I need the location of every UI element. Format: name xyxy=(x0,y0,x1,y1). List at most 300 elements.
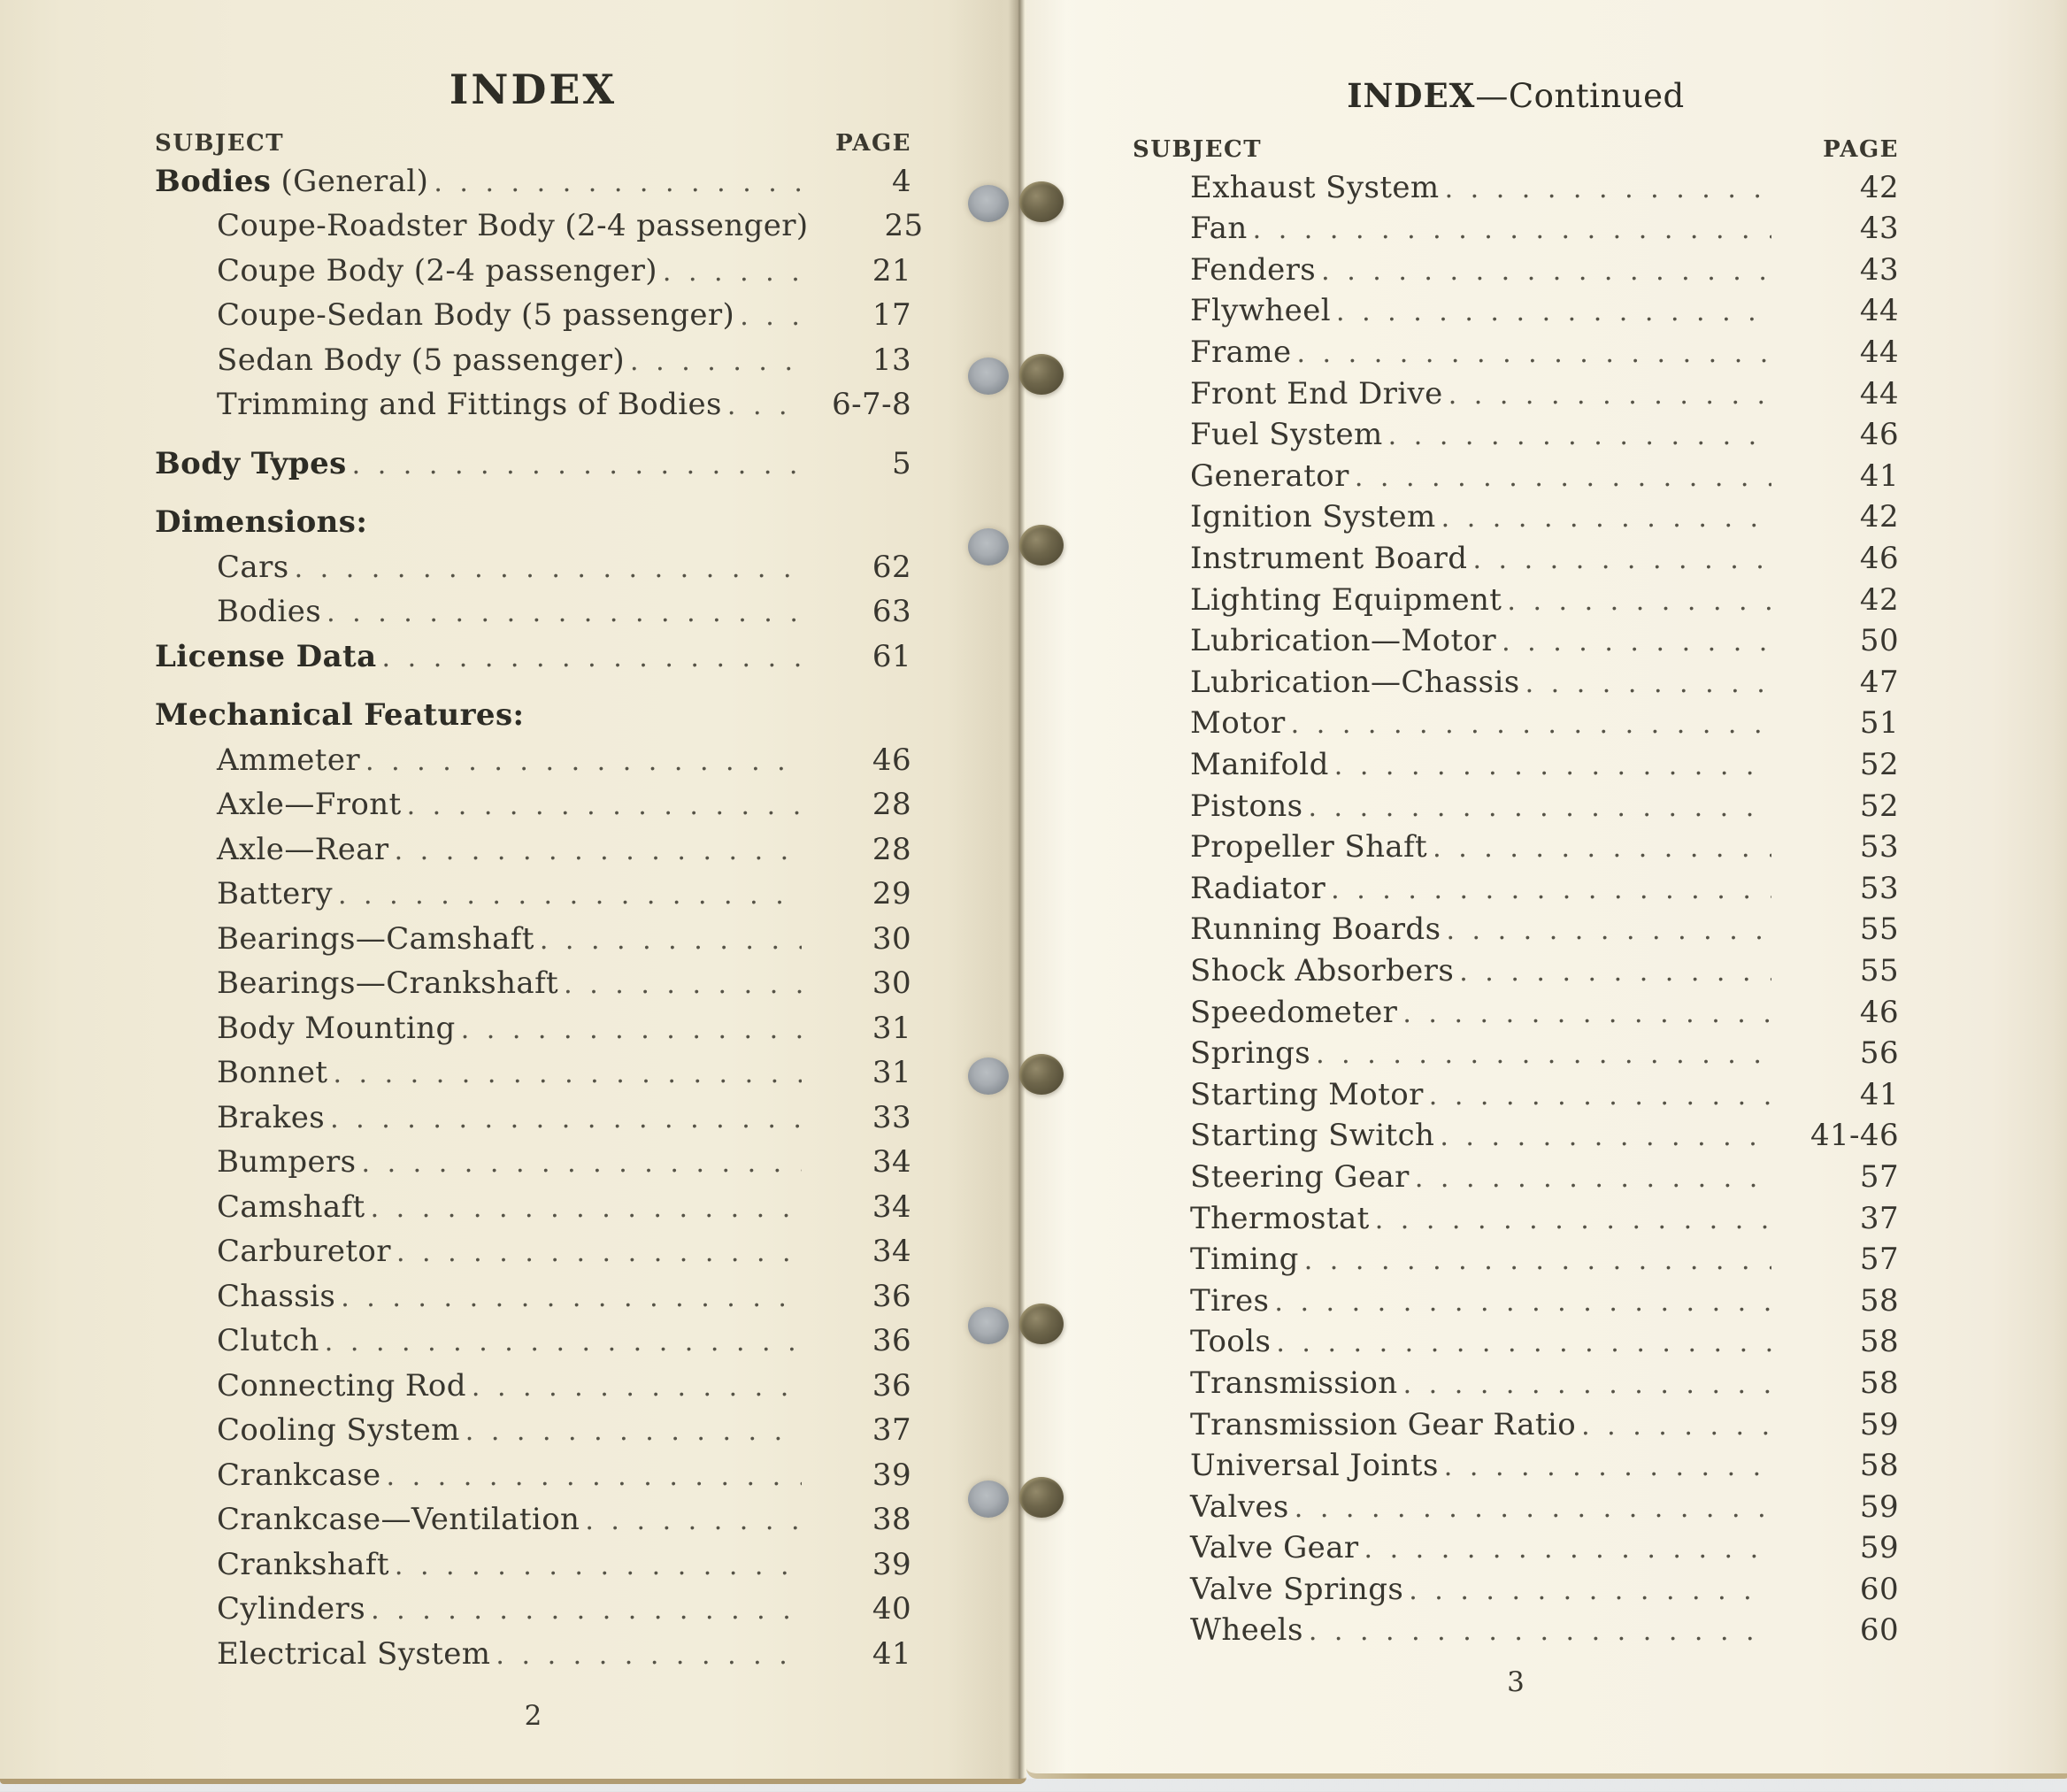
entry-label-text: Sedan Body (5 passenger) xyxy=(217,342,626,378)
entry-page-number: 36 xyxy=(872,1323,911,1359)
entry-label-text: Bearings—Crankshaft xyxy=(217,965,559,1002)
entry-page-number: 62 xyxy=(872,549,911,585)
entry-label-text: Tires xyxy=(1190,1282,1270,1319)
entry-label-text: Bodies xyxy=(217,594,322,630)
entry-page-number: 44 xyxy=(1859,293,1899,329)
dot-leader xyxy=(630,342,802,378)
entry-label xyxy=(1190,1077,1424,1112)
entry-page-number: 53 xyxy=(1859,870,1899,906)
index-entry-row xyxy=(1133,1283,1899,1325)
dot-leader xyxy=(362,1144,802,1180)
right-page-number: 3 xyxy=(1507,1666,1525,1699)
entry-label-bold: Body Types xyxy=(155,445,347,481)
entry-page-number: 58 xyxy=(1859,1282,1899,1319)
binding-post-icon xyxy=(1019,525,1064,565)
dot-leader xyxy=(1502,623,1771,658)
index-entry-row xyxy=(1133,458,1899,500)
left-page-number: 2 xyxy=(524,1700,542,1733)
page-column-header: PAGE xyxy=(1823,135,1899,163)
index-entry-list xyxy=(155,163,924,1681)
binding-hole-icon xyxy=(968,185,1009,222)
dot-leader xyxy=(663,253,802,288)
index-entry-row xyxy=(1133,1612,1899,1654)
entry-label xyxy=(217,1502,580,1537)
entry-label xyxy=(1190,747,1329,782)
entry-label xyxy=(217,1591,365,1627)
entry-page-number: 53 xyxy=(1859,829,1899,865)
entry-label xyxy=(1190,252,1316,288)
entry-page-number: 29 xyxy=(872,876,911,912)
index-entry-list xyxy=(1133,170,1899,1654)
entry-label-text: Trimming and Fittings of Bodies xyxy=(217,387,722,423)
entry-page-number: 13 xyxy=(872,342,911,378)
index-entry-row xyxy=(1133,376,1899,418)
entry-label xyxy=(1190,1612,1303,1648)
entry-page-number: 46 xyxy=(1859,541,1899,577)
entry-page-number: 60 xyxy=(1859,1571,1899,1607)
entry-page-number: 50 xyxy=(1859,623,1899,659)
right-page-content xyxy=(1133,78,1899,1698)
entry-page-number: 56 xyxy=(1859,1035,1899,1072)
entry-label xyxy=(217,787,402,822)
entry-label xyxy=(1190,293,1331,328)
entry-label-text: Valve Springs xyxy=(1190,1571,1404,1607)
index-entry-row xyxy=(1133,1324,1899,1365)
entry-page-number: 6-7-8 xyxy=(832,387,911,423)
index-entry-row xyxy=(1133,541,1899,582)
entry-label-text: Axle—Front xyxy=(217,787,402,823)
dot-leader xyxy=(325,1323,802,1358)
entry-page-number: 31 xyxy=(872,1055,911,1091)
entry-label-text: Fan xyxy=(1190,211,1248,247)
index-entry-row xyxy=(1133,499,1899,541)
entry-label-text: Connecting Rod xyxy=(217,1367,466,1404)
entry-page-number: 36 xyxy=(872,1278,911,1314)
entry-label-text: Cylinders xyxy=(217,1591,366,1627)
index-entry-row xyxy=(1133,293,1899,335)
dot-leader xyxy=(1355,458,1771,494)
index-entry-row xyxy=(155,208,924,253)
dot-leader xyxy=(1364,1530,1771,1565)
subject-column-header: SUBJECT xyxy=(155,129,285,157)
entry-page-number: 43 xyxy=(1859,211,1899,247)
column-headers xyxy=(155,130,911,157)
entry-page-number: 63 xyxy=(872,594,911,630)
index-entry-row xyxy=(155,1323,911,1368)
entry-label-text: Lubrication—Motor xyxy=(1190,623,1497,659)
binding-post-icon xyxy=(1019,181,1064,222)
entry-label-text: Fenders xyxy=(1190,251,1317,288)
entry-label-text: Transmission xyxy=(1190,1365,1398,1401)
entry-page-number: 36 xyxy=(872,1367,911,1404)
entry-label-text: Fuel System xyxy=(1190,417,1383,453)
dot-leader xyxy=(1295,1489,1771,1525)
index-entry-row xyxy=(1133,953,1899,995)
entry-label xyxy=(1190,1365,1398,1401)
dot-leader xyxy=(1525,665,1771,700)
entry-label-text: Camshaft xyxy=(217,1188,365,1225)
index-entry-row xyxy=(1133,1530,1899,1572)
entry-label-text: Axle—Rear xyxy=(217,831,389,867)
index-entry-row xyxy=(1133,1489,1899,1531)
entry-page-number: 52 xyxy=(1859,788,1899,824)
dot-leader xyxy=(461,1011,802,1046)
index-entry-row xyxy=(155,253,911,298)
index-entry-row xyxy=(1133,335,1899,376)
entry-label xyxy=(1190,623,1496,658)
entry-page-number: 44 xyxy=(1859,375,1899,411)
dot-leader xyxy=(1402,995,1771,1030)
entry-page-number: 57 xyxy=(1859,1158,1899,1195)
entry-label-bold: Mechanical Features: xyxy=(155,697,525,734)
index-entry-row xyxy=(155,876,911,921)
entry-label-text: Electrical System xyxy=(217,1635,491,1672)
entry-page-number: 21 xyxy=(872,252,911,288)
entry-label xyxy=(1190,458,1349,494)
index-entry-row xyxy=(155,1368,911,1413)
entry-label xyxy=(217,1412,460,1448)
entry-page-number: 39 xyxy=(872,1546,911,1582)
entry-label-text: Crankcase—Ventilation xyxy=(217,1502,580,1538)
entry-page-number: 55 xyxy=(1859,952,1899,988)
dot-leader xyxy=(1274,1283,1771,1319)
binding-hole-icon xyxy=(968,358,1009,395)
entry-label xyxy=(1190,1407,1576,1442)
index-entry-row xyxy=(155,1144,911,1189)
entry-page-number: 59 xyxy=(1859,1530,1899,1566)
dot-leader xyxy=(341,1279,802,1314)
entry-label-text: Frame xyxy=(1190,335,1292,371)
entry-page-number: 46 xyxy=(872,742,911,778)
entry-label-text: Bumpers xyxy=(217,1144,357,1181)
entry-label xyxy=(155,639,377,674)
index-entry-row xyxy=(155,1100,911,1145)
entry-label xyxy=(1190,376,1443,411)
index-entry-row xyxy=(1133,1448,1899,1489)
index-entry-row xyxy=(1133,1118,1899,1159)
dot-leader xyxy=(1321,252,1771,288)
dot-leader xyxy=(472,1368,802,1404)
right-page xyxy=(1026,0,2067,1779)
dot-leader xyxy=(434,164,802,199)
entry-label xyxy=(1190,995,1397,1030)
dot-leader xyxy=(352,446,802,481)
entry-label xyxy=(217,1189,365,1225)
index-entry-row xyxy=(155,1591,911,1636)
entry-page-number: 41 xyxy=(872,1635,911,1672)
entry-label xyxy=(217,742,360,778)
entry-label-text: Universal Joints xyxy=(1190,1448,1439,1484)
index-entry-row xyxy=(155,742,911,788)
subject-column-header: SUBJECT xyxy=(1133,135,1263,163)
index-entry-row xyxy=(1133,1572,1899,1613)
entry-label-text: Cooling System xyxy=(217,1412,460,1449)
binding-hole-icon xyxy=(968,528,1009,565)
entry-label-text: Cars xyxy=(217,549,289,585)
dot-leader xyxy=(1444,1448,1771,1483)
index-entry-row xyxy=(155,1234,911,1279)
entry-label xyxy=(1190,582,1502,618)
dot-leader xyxy=(396,1234,802,1269)
dot-leader xyxy=(407,787,802,822)
entry-label xyxy=(217,1457,381,1493)
index-entry-row xyxy=(1133,665,1899,706)
index-entry-row xyxy=(1133,1077,1899,1119)
entry-page-number: 61 xyxy=(872,638,911,674)
entry-label-text: (General) xyxy=(271,163,429,199)
entry-label-text: Front End Drive xyxy=(1190,375,1443,411)
entry-label-text: Chassis xyxy=(217,1278,336,1314)
entry-label-text: Manifold xyxy=(1190,747,1329,782)
entry-label-text: Transmission Gear Ratio xyxy=(1190,1406,1577,1442)
entry-label xyxy=(1190,211,1248,246)
entry-page-number: 5 xyxy=(891,445,911,481)
dot-leader xyxy=(1309,1612,1771,1648)
entry-label-text: Body Mounting xyxy=(217,1010,456,1046)
index-entry-row xyxy=(155,342,911,388)
entry-label xyxy=(155,446,347,481)
binding-post-icon xyxy=(1019,354,1064,395)
entry-label xyxy=(217,208,809,243)
index-entry-row xyxy=(155,387,911,432)
page-title: INDEX xyxy=(449,65,618,113)
entry-label xyxy=(217,1100,325,1135)
entry-label xyxy=(217,1279,335,1314)
index-entry-row xyxy=(155,1502,911,1547)
entry-page-number: 42 xyxy=(1859,581,1899,618)
index-entry-row xyxy=(1133,788,1899,830)
index-entry-row xyxy=(1133,1242,1899,1283)
entry-label-text: Steering Gear xyxy=(1190,1158,1410,1195)
entry-label xyxy=(1190,1118,1434,1153)
entry-label-text: Pistons xyxy=(1190,788,1303,824)
entry-label-text: Coupe Body (2-4 passenger) xyxy=(217,252,657,288)
dot-leader xyxy=(1433,829,1771,865)
dot-leader xyxy=(371,1189,802,1225)
entry-label-text: Crankshaft xyxy=(217,1546,389,1582)
dot-leader xyxy=(1448,376,1771,411)
index-entry-row xyxy=(155,921,911,966)
entry-label xyxy=(217,253,657,288)
entry-label-text: Ammeter xyxy=(217,742,360,778)
index-entry-row xyxy=(1133,995,1899,1036)
entry-page-number: 34 xyxy=(872,1234,911,1270)
entry-label xyxy=(1190,541,1467,576)
entry-label xyxy=(1190,1242,1299,1277)
index-entry-row xyxy=(1133,1159,1899,1201)
entry-label-text: Tools xyxy=(1190,1324,1272,1360)
index-entry-row xyxy=(155,446,911,491)
entry-page-number: 31 xyxy=(872,1010,911,1046)
dot-leader xyxy=(1316,1035,1771,1071)
entry-page-number: 30 xyxy=(872,920,911,957)
index-entry-row xyxy=(1133,1407,1899,1449)
dot-leader xyxy=(1253,211,1771,246)
page-title xyxy=(1133,78,1899,115)
entry-label-text: Valve Gear xyxy=(1190,1530,1359,1566)
dot-leader xyxy=(740,297,802,333)
dot-leader xyxy=(295,550,802,585)
index-entry-row xyxy=(155,1636,911,1681)
entry-label xyxy=(217,1055,327,1090)
entry-label-text: Carburetor xyxy=(217,1234,391,1270)
entry-label xyxy=(217,832,389,867)
entry-page-number: 37 xyxy=(872,1412,911,1449)
entry-label xyxy=(217,921,534,957)
dot-leader xyxy=(1388,417,1771,452)
entry-page-number: 59 xyxy=(1859,1406,1899,1442)
entry-page-number: 37 xyxy=(1859,1200,1899,1236)
entry-label-text: Bearings—Camshaft xyxy=(217,920,534,957)
dot-leader xyxy=(338,876,802,911)
entry-page-number: 60 xyxy=(1859,1612,1899,1649)
page-column-header: PAGE xyxy=(835,129,911,157)
index-entry-row xyxy=(155,1055,911,1100)
index-entry-row xyxy=(1133,747,1899,788)
binding-hole-icon xyxy=(968,1481,1009,1518)
entry-page-number: 4 xyxy=(891,163,911,199)
entry-page-number: 41 xyxy=(1859,1076,1899,1112)
entry-label xyxy=(1190,829,1427,865)
entry-label-text: Propeller Shaft xyxy=(1190,829,1428,865)
entry-label-text: Thermostat xyxy=(1190,1200,1370,1236)
dot-leader xyxy=(585,1502,802,1537)
dot-leader xyxy=(395,1547,802,1582)
entry-label xyxy=(1190,705,1286,741)
entry-label xyxy=(1190,170,1440,205)
entry-label-text: Flywheel xyxy=(1190,293,1331,329)
entry-page-number: 46 xyxy=(1859,417,1899,453)
entry-page-number: 25 xyxy=(884,208,924,244)
entry-page-number: 42 xyxy=(1859,499,1899,535)
index-entry-row xyxy=(1133,1201,1899,1242)
dot-leader xyxy=(1429,1077,1771,1112)
entry-page-number: 34 xyxy=(872,1188,911,1225)
entry-label xyxy=(217,965,558,1001)
entry-label xyxy=(217,1636,490,1672)
title-bold: INDEX xyxy=(1347,76,1476,115)
entry-label-text: Motor xyxy=(1190,705,1286,742)
dot-leader xyxy=(465,1412,802,1448)
index-entry-row xyxy=(155,787,911,832)
entry-label-text: Wheels xyxy=(1190,1612,1303,1649)
entry-label xyxy=(1190,911,1441,947)
entry-label xyxy=(1190,1283,1269,1319)
index-entry-row xyxy=(155,550,911,595)
entry-label-text: Lighting Equipment xyxy=(1190,581,1502,618)
entry-page-number: 41-46 xyxy=(1810,1118,1899,1154)
entry-label-text: Crankcase xyxy=(217,1457,381,1493)
dot-leader xyxy=(540,921,802,957)
dot-leader xyxy=(1445,170,1771,205)
dot-leader xyxy=(727,387,802,422)
entry-page-number: 47 xyxy=(1859,664,1899,700)
index-entry-row xyxy=(1133,417,1899,458)
entry-label xyxy=(1190,1530,1359,1565)
column-headers xyxy=(1133,136,1899,163)
entry-label xyxy=(1190,335,1291,370)
index-entry-row xyxy=(1133,623,1899,665)
index-entry-row xyxy=(155,504,911,550)
entry-label xyxy=(155,697,524,733)
entry-label xyxy=(217,1011,456,1046)
index-entry-row xyxy=(155,1189,911,1234)
dot-leader xyxy=(1409,1572,1771,1607)
dot-leader xyxy=(365,742,802,778)
index-entry-row xyxy=(155,1547,911,1592)
index-entry-row xyxy=(155,1457,911,1503)
index-entry-row xyxy=(1133,252,1899,294)
entry-label-text: Coupe-Sedan Body (5 passenger) xyxy=(217,297,735,334)
dot-leader xyxy=(1507,582,1771,618)
dot-leader xyxy=(371,1591,802,1627)
entry-label xyxy=(217,1144,357,1180)
entry-label xyxy=(1190,788,1302,824)
binding-post-icon xyxy=(1019,1054,1064,1095)
entry-page-number: 58 xyxy=(1859,1365,1899,1401)
entry-label-text: Running Boards xyxy=(1190,911,1441,948)
index-entry-row xyxy=(155,697,911,742)
entry-label-text: Ignition System xyxy=(1190,499,1436,535)
index-entry-row xyxy=(155,594,911,639)
entry-page-number: 58 xyxy=(1859,1324,1899,1360)
index-entry-row xyxy=(1133,1365,1899,1407)
entry-page-number: 44 xyxy=(1859,335,1899,371)
index-entry-row xyxy=(1133,705,1899,747)
entry-page-number: 34 xyxy=(872,1144,911,1181)
index-entry-row xyxy=(1133,582,1899,624)
entry-label-text: Springs xyxy=(1190,1035,1311,1072)
index-entry-row xyxy=(1133,211,1899,252)
dot-leader xyxy=(496,1636,802,1672)
index-entry-row xyxy=(155,164,911,209)
entry-label xyxy=(1190,1572,1403,1607)
entry-label xyxy=(217,297,734,333)
title-continued: —Continued xyxy=(1475,77,1685,115)
entry-label-text: Speedometer xyxy=(1190,994,1398,1030)
dot-leader xyxy=(395,832,802,867)
entry-label-bold: Dimensions: xyxy=(155,504,368,541)
binding-hole-icon xyxy=(968,1307,1009,1344)
dot-leader xyxy=(1336,293,1771,328)
dot-leader xyxy=(1334,747,1771,782)
entry-page-number: 43 xyxy=(1859,251,1899,288)
entry-label xyxy=(217,594,321,629)
entry-label-text: Lubrication—Chassis xyxy=(1190,664,1520,700)
binding-post-icon xyxy=(1019,1477,1064,1518)
dot-leader xyxy=(1296,335,1771,370)
entry-label xyxy=(217,387,722,422)
index-entry-row xyxy=(155,1412,911,1457)
dot-leader xyxy=(1441,499,1771,535)
left-page xyxy=(0,0,1026,1784)
entry-page-number: 42 xyxy=(1859,169,1899,205)
dot-leader xyxy=(382,639,802,674)
entry-label-text: Radiator xyxy=(1190,870,1326,906)
entry-label-text: Valves xyxy=(1190,1488,1289,1525)
dot-leader xyxy=(333,1055,802,1090)
index-entry-row xyxy=(1133,170,1899,212)
entry-label-text: Bonnet xyxy=(217,1055,328,1091)
entry-label xyxy=(1190,417,1383,452)
entry-page-number: 55 xyxy=(1859,911,1899,948)
index-entry-row xyxy=(155,297,911,342)
entry-label xyxy=(217,876,333,911)
dot-leader xyxy=(1375,1201,1771,1236)
dot-leader xyxy=(1581,1407,1771,1442)
dot-leader xyxy=(1459,953,1771,988)
index-entry-row xyxy=(1133,911,1899,953)
